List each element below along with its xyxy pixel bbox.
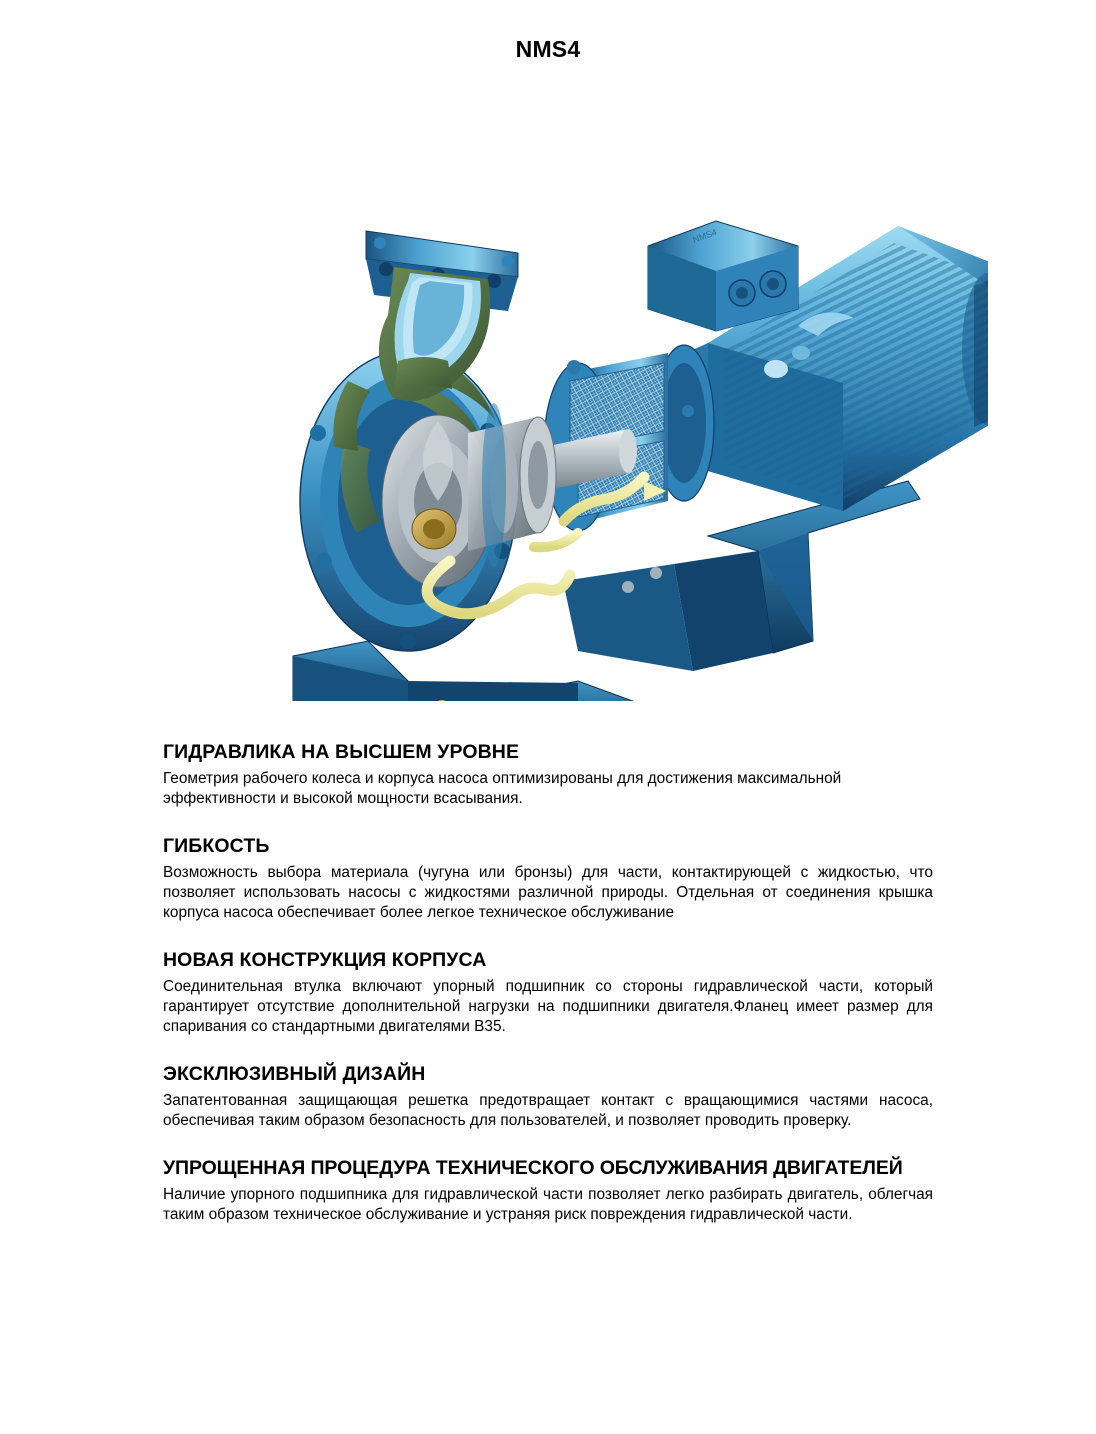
- section-body: Запатентованная защищающая решетка предотвращает контакт с вращающимися частями насоса, обеспечивая таким образом безопасность для пользователей, и позволяет проводить проверку.: [163, 1092, 933, 1130]
- section-body: Геометрия рабочего колеса и корпуса насоса оптимизированы для достижения максимальной эффективности и высокой мощности всасывания.: [163, 770, 842, 808]
- feature-section-3: [163, 949, 933, 1037]
- section-body: Возможность выбора материала (чугуна или бронзы) для части, контактирующей с жидкостью, что позволяет использовать насосы с жидкостями различной природы. Отдельная от соединения крышка корпуса насоса обеспечивает более легкое техническое обслуживание: [163, 864, 933, 922]
- section-body: Соединительная втулка включают упорный подшипник со стороны гидравлической части, который гарантирует отсутствие дополнительной нагрузки на подшипники двигателя.Фланец имеет размер для спаривания со стандартными двигателями В35.: [163, 978, 933, 1036]
- feature-section-1: [163, 741, 933, 809]
- feature-section-4: [163, 1063, 933, 1131]
- section-heading: ЭКСКЛЮЗИВНЫЙ ДИЗАЙН: [163, 1063, 426, 1086]
- feature-section-5: [163, 1157, 933, 1225]
- figure-badge-text: NMS4: [691, 226, 719, 245]
- document-page: [0, 36, 1096, 1434]
- section-heading: УПРОЩЕННАЯ ПРОЦЕДУРА ТЕХНИЧЕСКОГО ОБСЛУЖИВАНИЯ ДВИГАТЕЛЕЙ: [163, 1157, 903, 1180]
- product-figure: [0, 81, 1096, 721]
- feature-sections: [163, 721, 933, 1225]
- section-heading: ГИБКОСТЬ: [163, 835, 270, 858]
- section-body: Наличие упорного подшипника для гидравлической части позволяет легко разбирать двигатель, облегчая таким образом техническое обслуживание и устраняя риск повреждения гидравлической части.: [163, 1186, 933, 1224]
- section-heading: ГИДРАВЛИКА НА ВЫСШЕМ УРОВНЕ: [163, 741, 520, 763]
- section-heading: НОВАЯ КОНСТРУКЦИЯ КОРПУСА: [163, 949, 487, 972]
- feature-section-2: [163, 835, 933, 923]
- pump-cutaway-illustration: [108, 81, 988, 701]
- page-title: NMS4: [515, 36, 581, 62]
